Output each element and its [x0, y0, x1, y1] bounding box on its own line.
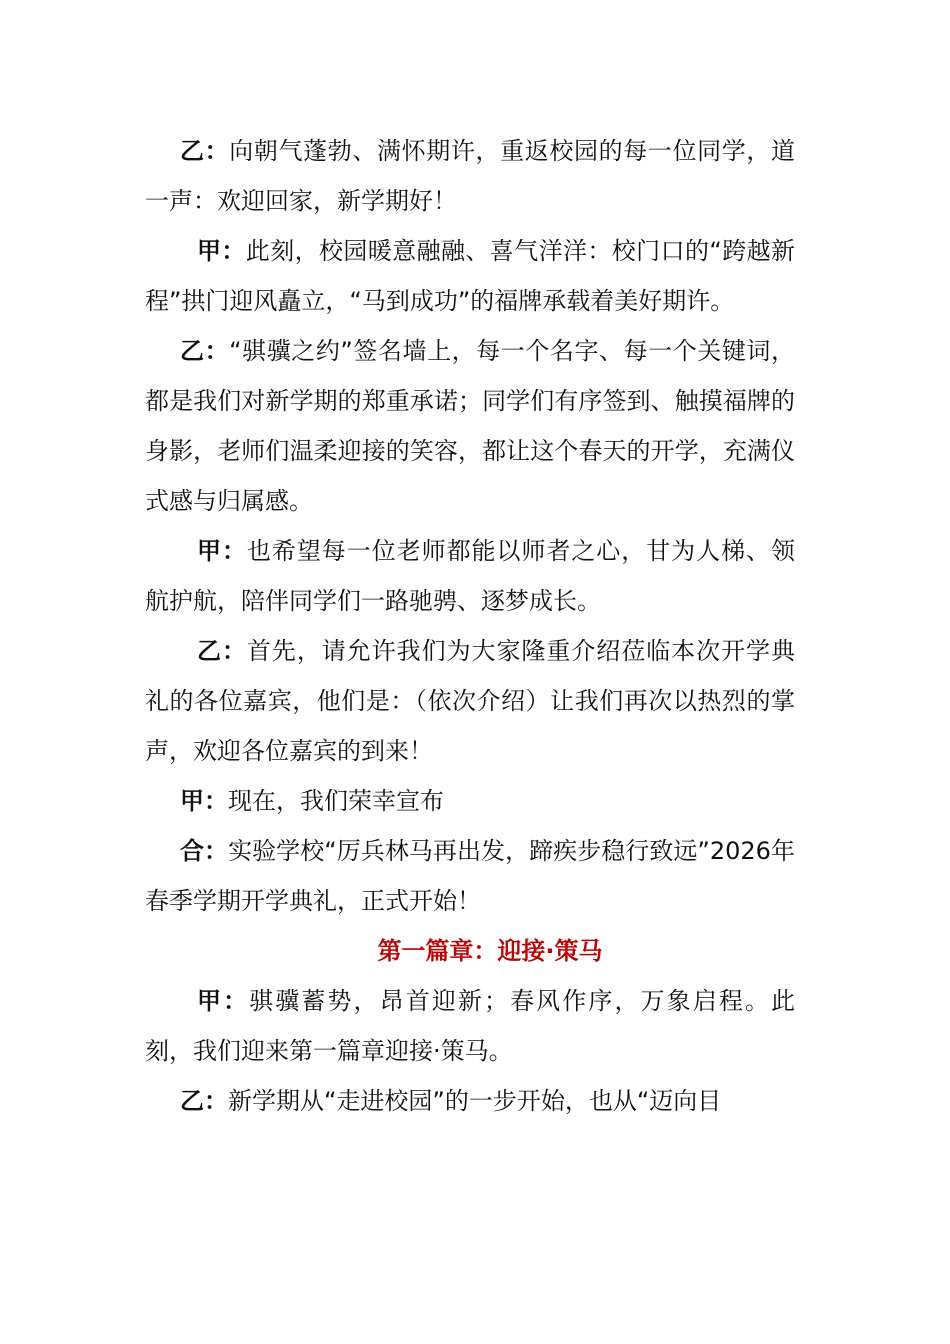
speaker-label: 合：: [180, 837, 229, 865]
paragraph-1: [145, 126, 795, 226]
speaker-label: 乙：: [197, 637, 247, 665]
paragraph-9: [145, 1076, 795, 1126]
paragraph-6: [145, 776, 795, 826]
chapter-title: 第一篇章：迎接·策马: [377, 937, 603, 965]
paragraph-text: 现在，我们荣幸宣布: [228, 787, 444, 815]
document-page: [145, 126, 795, 1126]
paragraph-text: “骐骥之约”签名墙上，每一个名字、每一个关键词，都是我们对新学期的郑重承诺；同学们有序签到、触摸福牌的身影，老师们温柔迎接的笑容，都让这个春天的开学，充满仪式感与归属感。: [145, 337, 796, 515]
speaker-label: 乙：: [180, 1087, 228, 1115]
paragraph-3: [145, 326, 795, 526]
paragraph-8: [145, 976, 795, 1076]
paragraph-text: 向朝气蓬勃、满怀期许，重返校园的每一位同学，道一声：欢迎回家，新学期好！: [145, 137, 795, 215]
paragraph-text: 骐骥蓄势，昂首迎新；春风作序，万象启程。此刻，我们迎来第一篇章迎接·策马。: [145, 987, 796, 1065]
speaker-label: 甲：: [197, 237, 246, 265]
paragraph-5: [145, 626, 795, 776]
speaker-label: 甲：: [197, 537, 247, 565]
paragraph-text: 实验学校“厉兵林马再出发，蹄疾步稳行致远”2026年春季学期开学典礼，正式开始！: [145, 837, 795, 915]
paragraph-7: [145, 826, 795, 926]
paragraph-text: 首先，请允许我们为大家隆重介绍莅临本次开学典礼的各位嘉宾，他们是：（依次介绍）让我们再次以热烈的掌声，欢迎各位嘉宾的到来！: [145, 637, 796, 765]
speaker-label: 甲：: [180, 787, 228, 815]
paragraph-2: [145, 226, 795, 326]
paragraph-text: 新学期从“走进校园”的一步开始，也从“迈向目: [228, 1087, 722, 1115]
speaker-label: 乙：: [180, 337, 230, 365]
speaker-label: 乙：: [180, 137, 230, 165]
paragraph-text: 也希望每一位老师都能以师者之心，甘为人梯、领航护航，陪伴同学们一路驰骋、逐梦成长。: [145, 537, 796, 615]
paragraph-text: 此刻，校园暖意融融、喜气洋洋：校门口的“跨越新程”拱门迎风矗立，“马到成功”的福牌承载着美好期许。: [145, 237, 795, 315]
speaker-label: 甲：: [197, 987, 250, 1015]
paragraph-4: [145, 526, 795, 626]
